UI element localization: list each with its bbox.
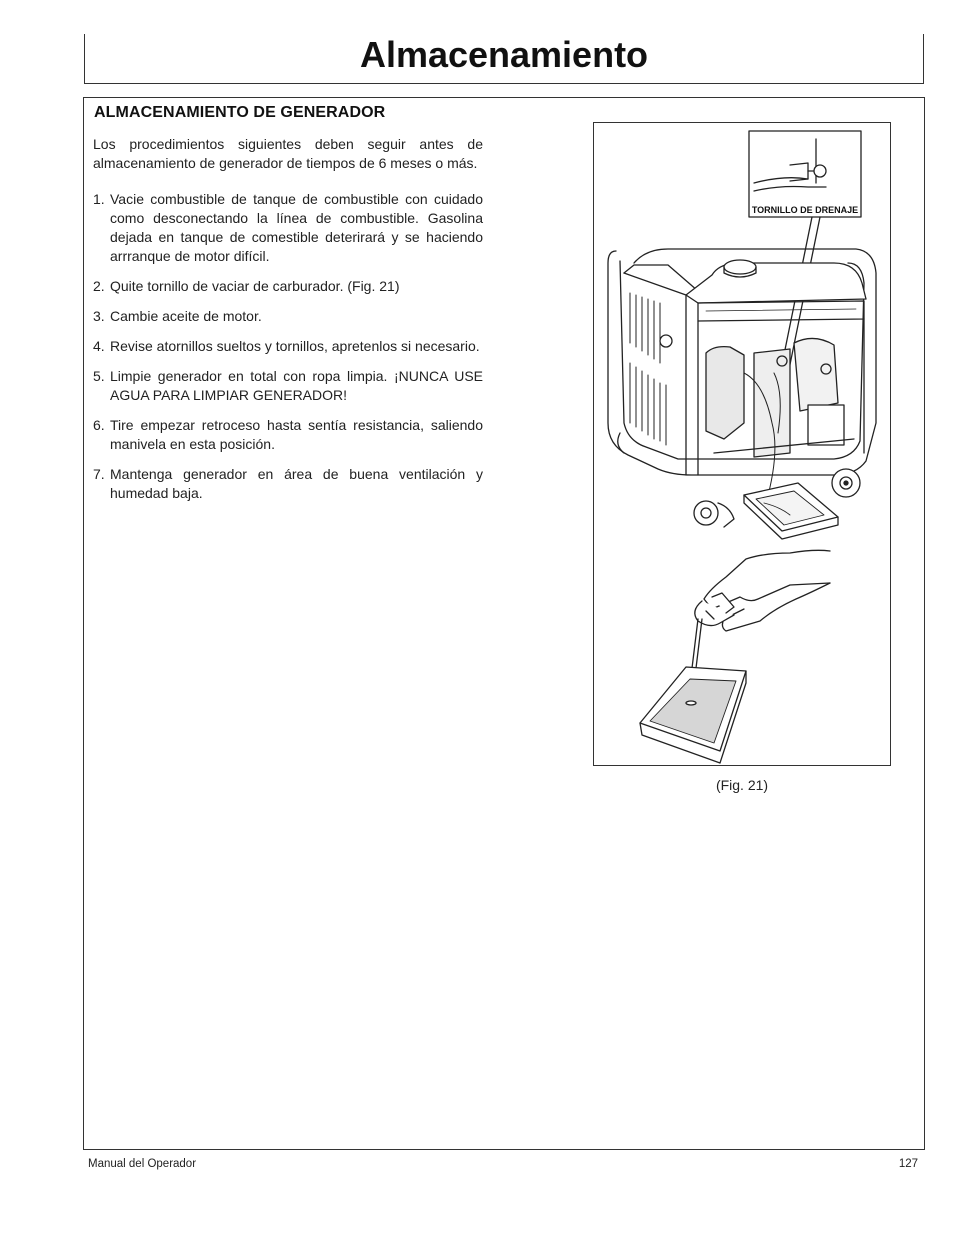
list-item xyxy=(93,367,483,405)
step-number: 2. xyxy=(93,278,105,294)
steps-list xyxy=(93,190,483,503)
content-box xyxy=(83,97,925,1150)
step-number: 1. xyxy=(93,191,105,207)
intro-paragraph: Los procedimientos siguientes deben seguir antes de almacenamiento de generador de tiempos de 6 meses o más. xyxy=(93,136,483,171)
page-number: 127 xyxy=(898,1158,918,1170)
page-title: Almacenamiento xyxy=(359,34,649,75)
list-item xyxy=(93,465,483,503)
step-text: Cambie aceite de motor. xyxy=(110,308,262,324)
list-item xyxy=(93,190,483,266)
figure-caption: (Fig. 21) xyxy=(715,777,769,793)
list-item xyxy=(93,337,483,356)
step-text: Revise atornillos sueltos y tornillos, apretenlos si necesario. xyxy=(110,338,480,354)
step-text: Tire empezar retroceso hasta sentía resistancia, saliendo manivela en esta posición. xyxy=(110,417,483,452)
text-column xyxy=(93,135,483,514)
list-item xyxy=(93,277,483,296)
step-number: 6. xyxy=(93,417,105,433)
list-item xyxy=(93,416,483,454)
footer-manual-title: Manual del Operador xyxy=(88,1158,197,1170)
figure-frame xyxy=(593,122,891,766)
step-number: 4. xyxy=(93,338,105,354)
callout-label: TORNILLO DE DRENAJE xyxy=(751,205,859,215)
step-text: Vacie combustible de tanque de combustible con cuidado como desconectando la línea de combustible. Gasolina dejada en tanque de comestible deterirará y se haciendo arrranque de motor difícil. xyxy=(110,191,483,264)
section-heading: ALMACENAMIENTO DE GENERADOR xyxy=(94,104,386,121)
list-item xyxy=(93,307,483,326)
generator-drain-illustration xyxy=(594,123,889,764)
step-text: Quite tornillo de vaciar de carburador. (Fig. 21) xyxy=(110,278,400,294)
step-number: 7. xyxy=(93,466,105,482)
page-title-box xyxy=(84,34,924,84)
step-text: Mantenga generador en área de buena ventilación y humedad baja. xyxy=(110,466,483,501)
step-number: 3. xyxy=(93,308,105,324)
step-text: Limpie generador en total con ropa limpia. ¡NUNCA USE AGUA PARA LIMPIAR GENERADOR! xyxy=(110,368,483,403)
step-number: 5. xyxy=(93,368,105,384)
